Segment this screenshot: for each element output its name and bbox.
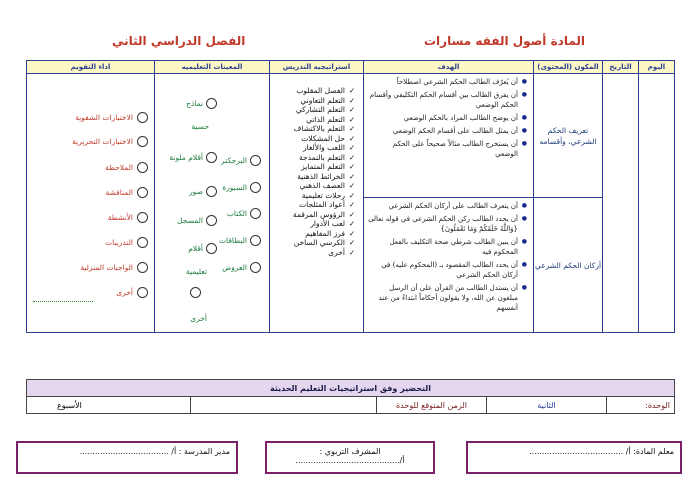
strategy-item: ✓الفصل المقلوب (296, 86, 356, 95)
goal-item: ● أن يفرق الطالب بين أقسام الحكم التكليفي وأقسام الحكم الوضعي (368, 90, 527, 110)
radio-circle-icon[interactable] (250, 182, 261, 193)
radio-circle-icon[interactable] (206, 215, 217, 226)
goal-item: ● أن يمثل الطالب على أقسام الحكم الوضعي (368, 126, 527, 136)
check-icon: ✓ (348, 95, 356, 105)
strategy-item: ✓فرز المفاهيم (305, 228, 356, 238)
strategy-item: ✓التعلم بالاكتشاف (293, 124, 356, 133)
aid-item: العروض (222, 262, 261, 273)
strategy-item: ✓حل المشكلات (301, 133, 356, 143)
aid-item: تعليمية (185, 267, 207, 276)
strategy-item: ✓التعلم التعاوني (300, 95, 356, 105)
strategy-item: ✓الكرسي الساخن (293, 238, 356, 247)
radio-circle-icon[interactable] (137, 212, 148, 223)
aid-item: الكتاب (227, 208, 261, 219)
date-cell[interactable] (603, 74, 639, 333)
supervisor-signature-label: المشرف التربوي : (319, 447, 381, 456)
strategy-item: ✓التعلم بالنمذجة (299, 152, 356, 162)
check-icon: ✓ (348, 238, 356, 247)
supervisor-signature-box[interactable]: المشرف التربوي : أ/......................................... (265, 441, 435, 474)
aid-item: صور (189, 186, 217, 197)
eval-item: أخرى (116, 287, 148, 298)
radio-circle-icon[interactable] (137, 287, 148, 298)
supervisor-prefix: أ/ (399, 456, 405, 465)
strategies-cell (270, 74, 364, 333)
subject-title: المادة أصول الفقه مسارات (424, 34, 585, 48)
eval-item: الملاحظة (105, 162, 148, 173)
prep-info-table (26, 379, 675, 414)
strategy-item: ✓العصف الذهني (299, 181, 356, 190)
radio-circle-icon[interactable] (250, 155, 261, 166)
col-content: المكون (المحتوى) (534, 61, 603, 74)
aid-item: البرجكتر (221, 155, 261, 166)
eval-item: الاختبارات التحريرية (72, 136, 148, 147)
check-icon: ✓ (348, 105, 356, 114)
radio-circle-icon[interactable] (137, 162, 148, 173)
aids-cell (155, 74, 270, 333)
aid-item: حسية (191, 122, 209, 131)
strategy-item: ✓التعلم الذاتي (306, 114, 356, 124)
check-icon: ✓ (348, 152, 356, 162)
radio-circle-icon[interactable] (137, 136, 148, 147)
radio-circle-icon[interactable] (250, 235, 261, 246)
col-strategy: استراتيجيه التدريس (270, 61, 364, 74)
check-icon: ✓ (348, 143, 356, 152)
check-icon: ✓ (348, 190, 356, 200)
goals-cell-2 (364, 198, 534, 333)
lesson-plan-table (26, 60, 675, 333)
goal-item: ● أن يوضح الطالب المراد بالحكم الوضعي (368, 113, 527, 123)
check-icon: ✓ (348, 181, 356, 190)
goal-item: ● أن يبين الطالب شرطي صحة التكليف بالفعل المحكوم فيه (368, 237, 527, 257)
eval-item: الأنشطة (108, 212, 148, 223)
eval-item: الواجبات المنزلية (80, 262, 148, 273)
radio-circle-icon[interactable] (206, 98, 217, 109)
radio-circle-icon[interactable] (250, 208, 261, 219)
goal-item: ● أن يستخرج الطالب مثالاً صحيحاً على الحكم الوضعي (368, 139, 527, 159)
strategy-item: ✓التعلم المتمايز (301, 162, 356, 171)
col-goal: الهدف (364, 61, 534, 74)
check-icon: ✓ (348, 228, 356, 238)
col-evaluation: اداء التقويم (27, 61, 155, 74)
teacher-signature-label: معلم المادة: أ/ (625, 447, 674, 456)
check-icon: ✓ (348, 171, 356, 181)
strategy-item: ✓لعب الأدوار (310, 219, 356, 228)
radio-circle-icon[interactable] (137, 112, 148, 123)
check-icon: ✓ (348, 162, 356, 171)
eval-item: الاختبارات الشفوية (75, 112, 148, 123)
radio-circle-icon[interactable] (250, 262, 261, 273)
eval-item: المناقشة (105, 187, 148, 198)
principal-signature-label: مدير المدرسة : أ/ (171, 447, 230, 456)
weeks-label: الأسبوع (27, 397, 191, 414)
check-icon: ✓ (348, 247, 356, 257)
goal-item: ● أن يستدل الطالب من القرآن على أن الرسل مبلغون عن الله، ولا يقولون أحكاماً ابتداءً من عند أنفسهم (368, 283, 527, 313)
unit-label: الوحدة: (607, 397, 675, 414)
radio-circle-icon[interactable] (190, 287, 201, 298)
unit-value[interactable]: الثانية (487, 397, 607, 414)
aid-item: المسجل (177, 215, 217, 226)
strategy-item: ✓اللعب والألغاز (302, 143, 356, 152)
goal-item: ● أن يُعرّف الطالب الحكم الشرعي اصطلاحاً (368, 77, 527, 87)
col-aids: المعينات التعليميه (155, 61, 270, 74)
col-day: اليوم (639, 61, 675, 74)
goals-cell-1 (364, 74, 534, 198)
check-icon: ✓ (348, 200, 356, 209)
aid-item: أقلام ملونة (169, 152, 217, 163)
time-value[interactable] (191, 397, 377, 414)
radio-circle-icon[interactable] (137, 187, 148, 198)
content-item: أركان الحكم الشرعي (534, 198, 603, 333)
dotted-divider (33, 301, 93, 302)
check-icon: ✓ (348, 133, 356, 143)
goal-item: ● أن يحدد الطالب ركن الحكم الشرعي في قوله تعالى {وَاللَّهُ خَلَقَكُمْ وَمَا تَعْمَلُونَ} (368, 214, 527, 234)
radio-circle-icon[interactable] (137, 237, 148, 248)
day-cell[interactable] (639, 74, 675, 333)
radio-circle-icon[interactable] (206, 152, 217, 163)
aid-item (190, 287, 201, 298)
aid-item: السبورة (222, 182, 261, 193)
aid-item: أقلام (188, 243, 217, 254)
strategy-item: ✓أخرى (328, 247, 356, 257)
check-icon: ✓ (348, 124, 356, 133)
aid-item: البطاقات (219, 235, 261, 246)
aid-item: أخرى (190, 314, 207, 323)
content-item: تعريف الحكم الشرعي، وأقسامه (534, 74, 603, 198)
check-icon: ✓ (348, 114, 356, 124)
strategy-item: ✓الرؤوس المرقمة (292, 209, 356, 219)
col-date: التاريخ (603, 61, 639, 74)
strategy-item: ✓أعواد المثلجات (299, 200, 356, 209)
evaluation-cell (27, 74, 155, 333)
radio-circle-icon[interactable] (206, 186, 217, 197)
prep-heading: التحضير وفق استراتيجيات التعليم الحديثة (27, 380, 675, 397)
teacher-signature-box[interactable]: معلم المادة: أ/ ..................................... (466, 441, 682, 474)
strategy-item: ✓الخرائط الذهنية (297, 171, 356, 181)
check-icon: ✓ (348, 86, 356, 95)
principal-signature-box[interactable]: مدير المدرسة : أ/ ................................... (16, 441, 238, 474)
aid-item: نماذج (186, 98, 217, 109)
goal-item: ● أن يحدد الطالب المقصود بـ (المحكوم عليه) في أركان الحكم الشرعي (368, 260, 527, 280)
radio-circle-icon[interactable] (137, 262, 148, 273)
strategy-item: ✓التعلم التشاركي (295, 105, 356, 114)
eval-item: التدريبات (105, 237, 148, 248)
radio-circle-icon[interactable] (206, 243, 217, 254)
semester-title: الفصل الدراسي الثاني (112, 34, 246, 48)
check-icon: ✓ (348, 209, 356, 219)
time-label: الزمن المتوقع للوحدة (377, 397, 487, 414)
goal-item: ● أن يتعرف الطالب على أركان الحكم الشرعي (368, 201, 527, 211)
check-icon: ✓ (348, 219, 356, 228)
strategy-item: ✓رحلات تعليمية (301, 190, 356, 200)
